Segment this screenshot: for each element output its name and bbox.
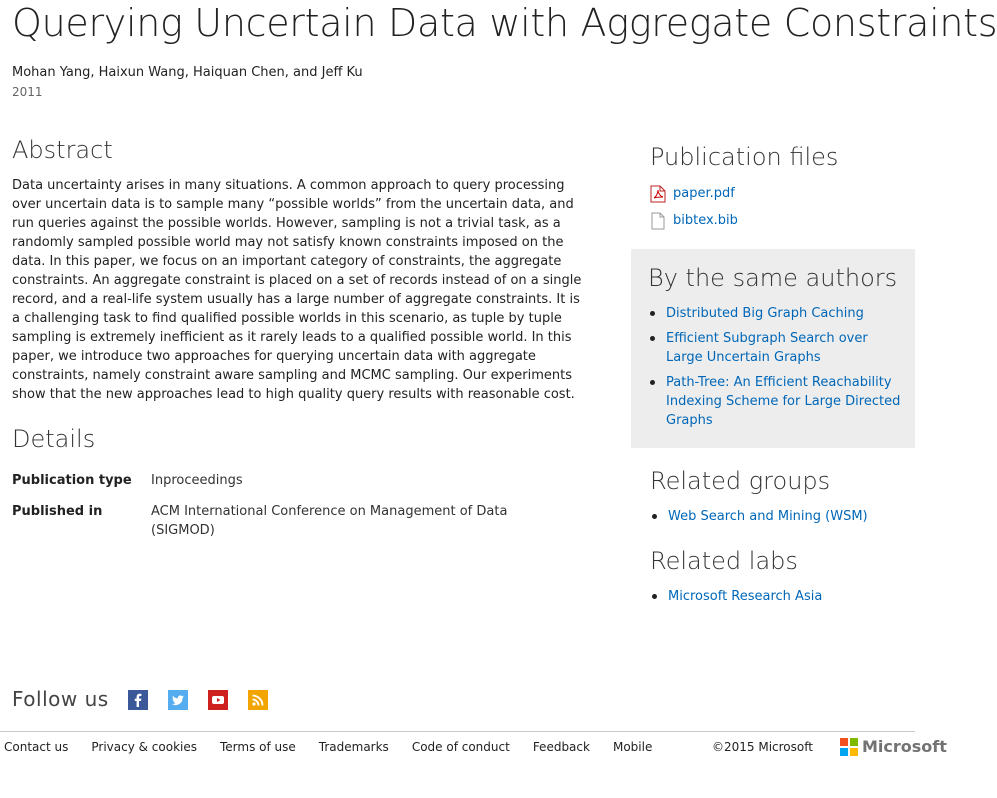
file-link-bib[interactable]: bibtex.bib xyxy=(673,213,738,228)
footer-link-mobile[interactable]: Mobile xyxy=(612,740,653,754)
file-item-bib[interactable] xyxy=(650,212,738,230)
twitter-icon[interactable] xyxy=(168,690,188,710)
footer-link-privacy[interactable]: Privacy & cookies xyxy=(91,740,197,754)
youtube-icon[interactable] xyxy=(208,690,228,710)
related-group-link[interactable]: Web Search and Mining (WSM) xyxy=(668,509,868,524)
follow-us-label: Follow us xyxy=(12,687,109,711)
abstract-text: Data uncertainty arises in many situations. A common approach to query processing over uncertain data is to sample many “possible worlds” from the uncertain data, and run queries against the possible worlds. However, sampling is not a trivial task, as a randomly sampled possible world may not satisfy known constraints imposed on the data. In this paper, we focus on an important category of constraints, the aggregate constraints. An aggregate constraint is placed on a set of records instead of on a single record, and a real-life system usually has a large number of aggregate constraints. It is a challenging task to find qualified possible worlds in this scenario, as tuple by tuple sampling is extremely inefficient as it rarely leads to a qualified possible world. In this paper, we introduce two approaches for querying uncertain data with aggregate constraints, namely constraint aware sampling and MCMC sampling. Our experiments show that the new approaches lead to high quality query results with reasonable cost. xyxy=(12,178,582,402)
footer-link-contact[interactable]: Contact us xyxy=(4,740,69,754)
details-value: Inproceedings xyxy=(151,473,243,488)
related-labs-heading: Related labs xyxy=(650,547,798,575)
authors: Mohan Yang, Haixun Wang, Haiquan Chen, and Jeff Ku xyxy=(12,65,363,80)
list-item xyxy=(648,373,908,430)
facebook-icon[interactable] xyxy=(128,690,148,710)
file-link-pdf[interactable]: paper.pdf xyxy=(673,186,735,201)
details-value: ACM International Conference on Management of Data (SIGMOD) xyxy=(151,504,508,538)
microsoft-logo-icon xyxy=(840,738,858,756)
details-key: Publication type xyxy=(12,473,132,488)
abstract-heading: Abstract xyxy=(12,136,113,164)
same-authors-list xyxy=(648,304,908,430)
rss-icon[interactable] xyxy=(248,690,268,710)
microsoft-logo[interactable] xyxy=(840,738,947,756)
details-row-publication-type xyxy=(12,471,587,490)
document-file-icon xyxy=(650,212,666,230)
list-item xyxy=(648,304,908,323)
list-item xyxy=(650,587,910,606)
same-author-link[interactable]: Distributed Big Graph Caching xyxy=(666,306,864,321)
related-lab-link[interactable]: Microsoft Research Asia xyxy=(668,589,823,604)
list-item xyxy=(648,329,908,367)
publication-year: 2011 xyxy=(12,85,43,99)
same-authors-heading: By the same authors xyxy=(648,264,898,292)
footer-divider xyxy=(0,731,915,732)
publication-files-heading: Publication files xyxy=(650,143,839,171)
same-author-link[interactable]: Efficient Subgraph Search over Large Uncertain Graphs xyxy=(666,331,868,365)
details-row-published-in xyxy=(12,502,587,540)
details-heading: Details xyxy=(12,425,96,453)
details-key: Published in xyxy=(12,504,103,519)
footer-link-trademarks[interactable]: Trademarks xyxy=(318,740,389,754)
copyright: ©2015 Microsoft xyxy=(712,740,813,754)
related-groups-heading: Related groups xyxy=(650,467,831,495)
page-title: Querying Uncertain Data with Aggregate Constraints xyxy=(12,1,997,45)
footer-link-terms[interactable]: Terms of use xyxy=(220,740,296,754)
file-item-pdf[interactable] xyxy=(650,185,735,203)
footer-links xyxy=(4,739,675,755)
footer-link-feedback[interactable]: Feedback xyxy=(532,740,590,754)
pdf-file-icon xyxy=(650,185,666,203)
list-item xyxy=(650,507,910,526)
footer-link-code-of-conduct[interactable]: Code of conduct xyxy=(411,740,510,754)
same-author-link[interactable]: Path-Tree: An Efficient Reachability Indexing Scheme for Large Directed Graphs xyxy=(666,375,901,428)
related-labs-list xyxy=(650,587,910,606)
details-table xyxy=(12,471,587,540)
microsoft-logo-text: Microsoft xyxy=(862,737,947,756)
related-groups-list xyxy=(650,507,910,526)
